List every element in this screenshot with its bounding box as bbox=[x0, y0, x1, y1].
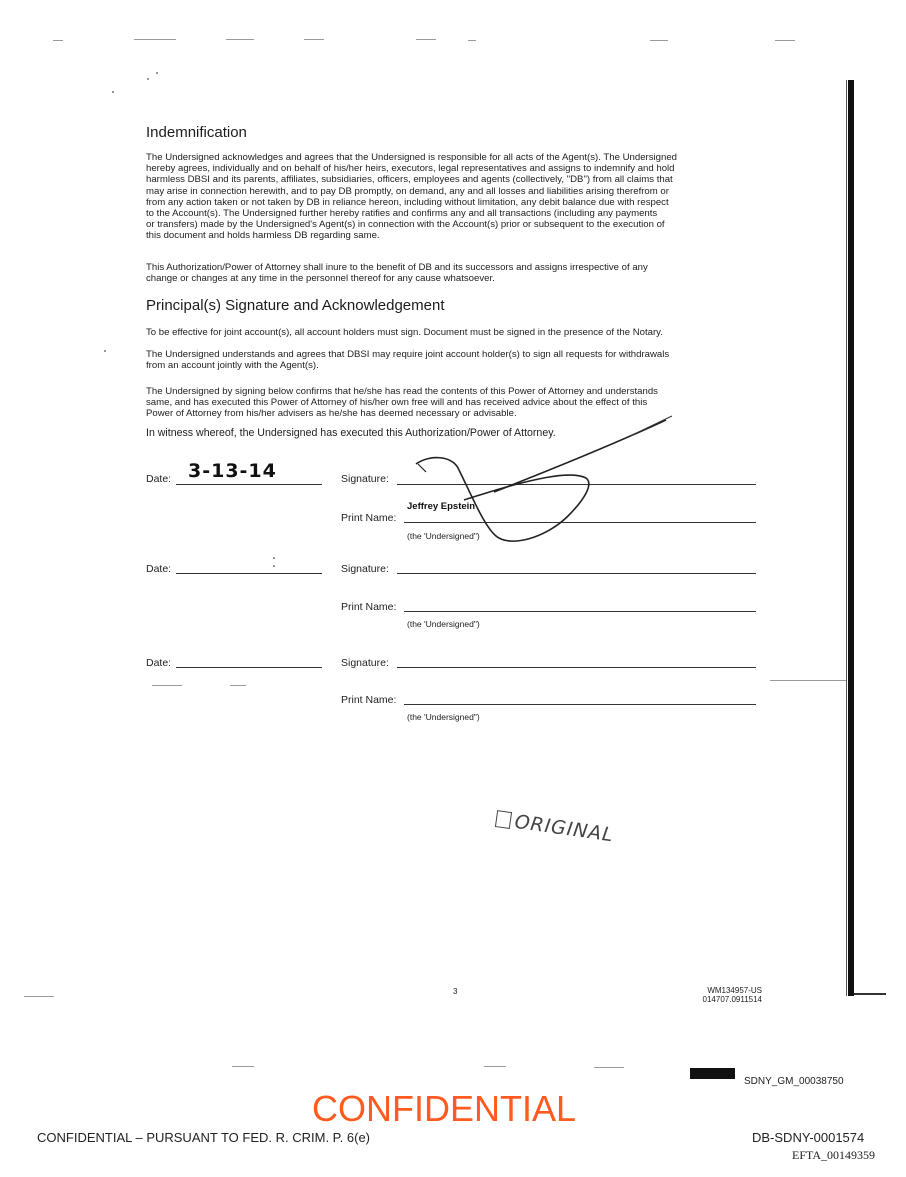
signature-line bbox=[397, 573, 756, 574]
body-line: or transfers) made by the Undersigned's Agent(s) in connection with the Account(s) prior or subsequent to the execution of bbox=[146, 219, 665, 231]
witness-statement: In witness whereof, the Undersigned has executed this Authorization/Power of Attorney. bbox=[146, 427, 556, 439]
inure-paragraph bbox=[146, 262, 648, 284]
efta-number: EFTA_00149359 bbox=[792, 1148, 876, 1162]
body-line: may arise in connection herewith, and to pay DB promptly, on demand, any and all losses and liabilities arising therefrom or bbox=[146, 185, 669, 197]
stamp-box-icon bbox=[495, 810, 512, 829]
body-line: hereby agrees, individually and on behalf of his/her heirs, executors, legal representatives and assigns to indemnify and hold bbox=[146, 163, 675, 175]
body-line: Power of Attorney from his/her advisers as he/she has deemed necessary or advisable. bbox=[146, 408, 517, 420]
body-line: same, and has executed this Power of Attorney of his/her own free will and has received advice about the effect of this bbox=[146, 397, 648, 409]
print-name-label: Print Name: bbox=[341, 694, 397, 706]
date-label: Date: bbox=[146, 473, 172, 485]
body-line: from any action taken or not taken by DB in reliance hereon, including without limitation, any debit balance due with respect bbox=[146, 196, 669, 208]
indemnification-body bbox=[146, 152, 677, 242]
undersigned-caption: (the 'Undersigned") bbox=[407, 531, 480, 541]
scan-edge-bar bbox=[848, 80, 854, 996]
page-number: 3 bbox=[453, 987, 458, 996]
scan-edge-line bbox=[846, 80, 847, 996]
undersigned-caption: (the 'Undersigned") bbox=[407, 619, 480, 629]
stamp-text: ORIGINAL bbox=[513, 810, 616, 847]
body-line: from an account jointly with the Agent(s). bbox=[146, 360, 319, 372]
undersigned-caption: (the 'Undersigned") bbox=[407, 712, 480, 722]
handwritten-signature bbox=[400, 410, 680, 560]
indemnification-heading: Indemnification bbox=[146, 124, 247, 141]
confidential-watermark: CONFIDENTIAL bbox=[312, 1088, 577, 1129]
joint-notice: To be effective for joint account(s), all account holders must sign. Document must be signed in the presence of the Notary. bbox=[146, 327, 663, 338]
body-line: The Undersigned acknowledges and agrees that the Undersigned is responsible for all acts of the Agent(s). The Undersigned bbox=[146, 152, 677, 163]
bates-number: SDNY_GM_00038750 bbox=[744, 1076, 844, 1087]
body-line: this document and holds harmless DB regarding same. bbox=[146, 230, 380, 242]
date-label: Date: bbox=[146, 657, 172, 669]
print-name-line bbox=[404, 704, 756, 705]
footer-notice: CONFIDENTIAL – PURSUANT TO FED. R. CRIM. P. 6(e) bbox=[37, 1130, 371, 1145]
signature-line bbox=[397, 667, 756, 668]
principal-heading: Principal(s) Signature and Acknowledgement bbox=[146, 297, 445, 314]
date-label: Date: bbox=[146, 563, 172, 575]
doc-code-line: 014707.0911514 bbox=[702, 995, 762, 1004]
dbsi-paragraph bbox=[146, 349, 669, 371]
signature-label: Signature: bbox=[341, 473, 389, 485]
signature-label: Signature: bbox=[341, 657, 389, 669]
date-line bbox=[176, 484, 322, 485]
date-line bbox=[176, 667, 322, 668]
print-name-label: Print Name: bbox=[341, 601, 397, 613]
original-stamp bbox=[494, 808, 615, 846]
document-code bbox=[696, 986, 762, 1004]
body-line: to the Account(s). The Undersigned further hereby ratifies and confirms any and all transactions (including any payments bbox=[146, 208, 658, 220]
redaction-block bbox=[690, 1068, 735, 1079]
print-name-label: Print Name: bbox=[341, 512, 397, 524]
body-line: change or changes at any time in the personnel thereof for any cause whatsoever. bbox=[146, 273, 495, 285]
print-name-value: Jeffrey Epstein bbox=[407, 501, 476, 512]
body-line: This Authorization/Power of Attorney shall inure to the benefit of DB and its successors and assigns irrespective of any bbox=[146, 262, 648, 273]
body-line: The Undersigned by signing below confirms that he/she has read the contents of this Power of Attorney and understands bbox=[146, 386, 658, 397]
body-line: harmless DBSI and its parents, affiliates, subsidiaries, officers, employees and agents (collectively, "DB") from all claims that bbox=[146, 174, 673, 186]
print-name-line bbox=[404, 611, 756, 612]
scan-edge-tick bbox=[854, 993, 886, 995]
footer-bates: DB-SDNY-0001574 bbox=[752, 1130, 865, 1145]
body-line: The Undersigned understands and agrees that DBSI may require joint account holder(s) to sign all requests for withdrawals bbox=[146, 349, 670, 360]
date-line bbox=[176, 573, 322, 574]
signature-label: Signature: bbox=[341, 563, 389, 575]
handwritten-date: 3-13-14 bbox=[188, 460, 277, 482]
doc-code-line: WM134957-US bbox=[707, 986, 762, 995]
